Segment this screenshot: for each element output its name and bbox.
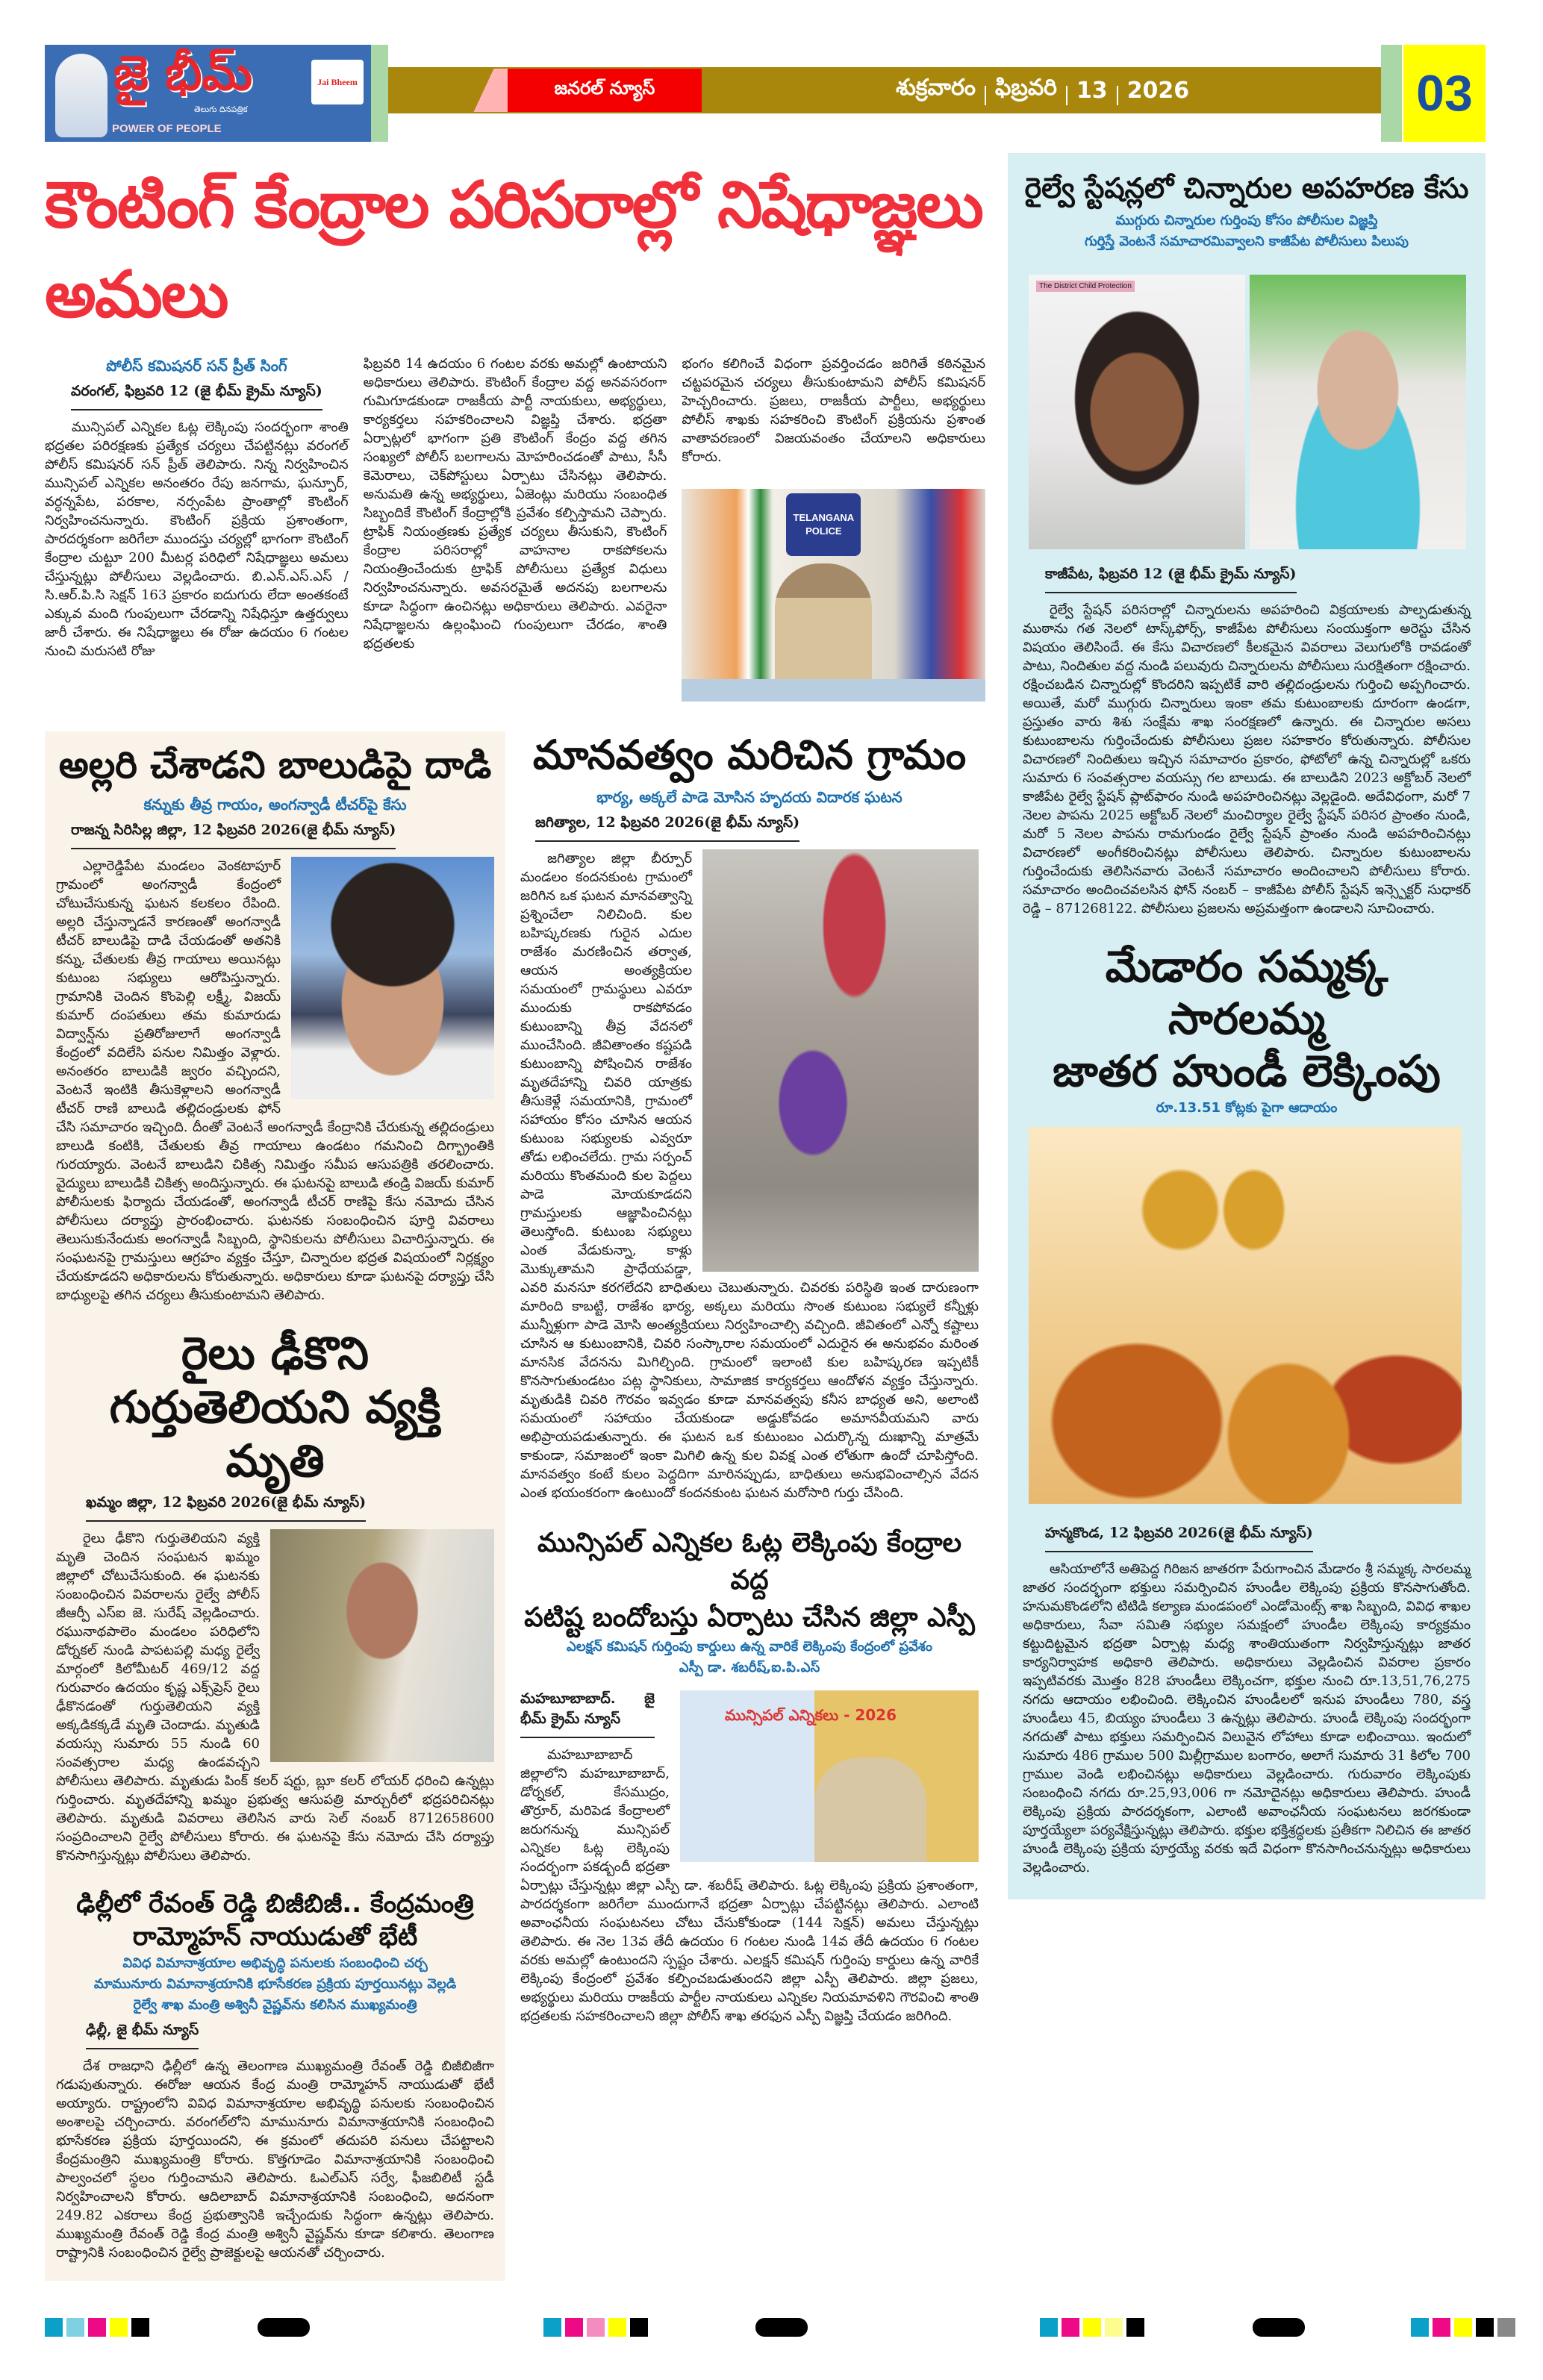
counting-sp-article xyxy=(520,1525,979,2026)
registration-swatch xyxy=(1433,2318,1450,2337)
registration-swatch xyxy=(565,2318,583,2337)
police-commissioner-photo xyxy=(682,489,985,702)
kidnap-byline: కాజీపేట, ఫిబ్రవరి 12 (జై భీమ్ క్రైమ్ న్యూస్) xyxy=(1045,566,1297,593)
village-headline: మానవత్వం మరిచిన గ్రామం xyxy=(532,731,967,778)
kidnap-article xyxy=(1023,172,1471,918)
delhi-article xyxy=(56,1887,494,2262)
registration-swatch xyxy=(66,2318,84,2337)
registration-mark xyxy=(258,2318,310,2337)
lead-text: మున్సిపల్ ఎన్నికల ఓట్ల లెక్కింపు సందర్భంగా శాంతి భద్రతల పరిరక్షణకు ప్రత్యేక చర్యలు చేపట్టినట్లు వరంగల్ పోలీస్ కమిషనర్ సన్ ప్రీత్ తెలిపారు. నిన్న నిర్వహించిన మున్సిపల్ ఎన్నికల అనంతరం రేపు జనగామ, ఘన్పూర్, వర్ధన్నపేట, పరకాల, నర్సంపేట ప్రాంతాల్లో కౌంటింగ్ నిర్వహించనున్నారు. కౌంటింగ్ ప్రక్రియ ప్రశాంతంగా, పారదర్శకంగా జరిగేలా ముందస్తు చర్యల్లో భాగంగా కౌంటింగ్ కేంద్రాల చుట్టూ 200 మీటర్ల పరిధిలో నిషేధాజ్ఞలు అమలు చేస్తున్నట్లు పోలీసులు వెల్లడించారు. బి.ఎన్.ఎస్.ఎస్ / సి.ఆర్.పి.సి సెక్షన్ 163 ప్రకారం ఐదుగురు లేదా అంతకంటే ఎక్కువ మంది గుంపులుగా చేరడాన్ని నిషేధిస్తూ ఉత్తర్వులు జారీ చేశారు. ఈ నిషేధాజ్ఞలు ఈ రోజు ఉదయం 6 గంటల నుంచి మరుసటి రోజు xyxy=(45,419,349,659)
anganwadi-text: ఎల్లారెడ్డిపేట మండలం వెంకటాపూర్ గ్రామంలో అంగన్వాడీ కేంద్రంలో చోటుచేసుకున్న ఘటన కలకలం రేపింది. అల్లరి చేస్తున్నాడనే కారణంతో అంగన్వాడీ టీచర్ బాలుడిపై దాడి చేయడంతో అతనికి కన్ను, చేతులకు తీవ్ర గాయాలు అయినట్లు కుటుంబ సభ్యులు ఆరోపిస్తున్నారు. గ్రామానికి చెందిన కొంపెల్లి లక్ష్మీ, విజయ్ కుమార్ దంపతులు తమ కుమారుడు విద్వాన్ష్‌ను ప్రతిరోజులాగే అంగన్వాడీ కేంద్రంలో వదిలేసి పనుల నిమిత్తం వెళ్లారు. అనంతరం బాలుడికి జ్వరం వచ్చిందని, వెంటనే ఇంటికి తీసుకెళ్లాలని అంగన్వాడీ టీచర్ రాణి బాలుడి తల్లిదండ్రులకు ఫోన్ చేసి సమాచారం ఇచ్చింది. దీంతో వెంటనే అంగన్వాడీ కేంద్రానికి చేరుకున్న తల్లిదండ్రులు బాలుడి కంటికి, చేతులకు తీవ్ర గాయాలు ఉండటం గమనించి దిగ్భ్రాంతికి గురయ్యారు. వెంటనే బాలుడిని చికిత్స నిమిత్తం సమీప ఆసుపత్రికి తరలించారు. వైద్యులు బాలుడికి చికిత్స అందిస్తున్నారు. ఈ ఘటనపై బాలుడి తండ్రి విజయ్ కుమార్ పోలీసులకు ఫిర్యాదు చేయడంతో, అంగన్వాడీ టీచర్ రాణిపై కేసు నమోదు చేసిన పోలీసులు దర్యాప్తు ప్రారంభించారు. ఘటనకు సంబంధించిన పూర్తి వివరాలు తెలుసుకునేందుకు అంగన్వాడీ సిబ్బంది, స్థానికులను పోలీసులు విచారిస్తున్నారు. ఈ సంఘటనపై గ్రామస్తులు ఆగ్రహం వ్యక్తం చేస్తూ, చిన్నారుల భద్రత విషయంలో నిర్లక్ష్యం చేయకూడదని అధికారులను కోరుతున్నారు. అధికారులు కూడా ఘటనపై దర్యాప్తు చేసి బాధ్యులపై తగిన చర్యలు తీసుకుంటామని తెలిపారు. xyxy=(56,858,494,1303)
village-article xyxy=(520,731,979,1502)
section-tag-flap xyxy=(459,69,508,112)
registration-swatch xyxy=(1040,2318,1058,2337)
sp-meeting-photo xyxy=(680,1690,979,1862)
color-registration-bar xyxy=(45,2318,149,2337)
color-registration-bar xyxy=(543,2318,648,2337)
kidnap-subhead: గుర్తిస్తే వెంటనే సమాచారమివ్వాలని కాజీపేట పోలీసులు పిలుపు xyxy=(1085,233,1409,249)
lead-byline: వరంగల్, ఫిబ్రవరి 12 (జై భీమ్ క్రైమ్ న్యూస్) xyxy=(71,383,322,410)
delhi-subhead: మామునూరు విమానాశ్రయానికి భూసేకరణ ప్రక్రియ పూర్తయినట్లు వెల్లడి xyxy=(93,1976,457,1992)
lead-column-1 xyxy=(45,354,349,702)
lead-column-2 xyxy=(364,354,667,702)
counting-sp-headline-1: మున్సిపల్ ఎన్నికల ఓట్ల లెక్కింపు కేంద్రాల వద్ద xyxy=(537,1527,962,1596)
registration-swatch xyxy=(45,2318,63,2337)
lead-headline: కౌంటింగ్ కేంద్రాల పరిసరాల్లో నిషేధాజ్ఞలు అమలు xyxy=(45,168,982,332)
issue-date xyxy=(896,69,1189,112)
counting-sp-byline: మహబూబాబాద్. జై భీమ్ క్రైమ్ న్యూస్ xyxy=(520,1690,655,1738)
header-accent-right xyxy=(1381,45,1402,142)
election-banner: మున్సిపల్ ఎన్నికలు - 2026 xyxy=(725,1705,897,1724)
logo-tagline: POWER OF PEOPLE xyxy=(112,122,222,135)
logo-title: జై భీమ్ xyxy=(113,46,253,101)
counting-sp-subhead: ఎలక్షన్ కమిషన్ గుర్తింపు కార్డులు ఉన్న వారికే లెక్కింపు కేంద్రంలో ప్రవేశం xyxy=(567,1638,932,1655)
lead-article xyxy=(45,354,985,702)
date-separator xyxy=(1117,86,1118,105)
registration-swatch xyxy=(1062,2318,1079,2337)
registration-footer xyxy=(45,2318,1508,2337)
missing-child-photo xyxy=(1029,275,1245,549)
train-headline-2: గుర్తుతెలియని వ్యక్తి మృతి xyxy=(109,1381,441,1487)
masthead-logo xyxy=(45,45,371,142)
sp-figure xyxy=(814,1758,926,1862)
lead-text: ఫిబ్రవరి 14 ఉదయం 6 గంటల వరకు అమల్లో ఉంటాయని అధికారులు తెలిపారు. కౌంటింగ్ కేంద్రాల వద్ద అనవసరంగా గుమిగూడకుండా రాజకీయ పార్టీ నాయకులు, అభ్యర్థులు, కార్యకర్తలు సహకరించాలని విజ్ఞప్తి చేశారు. భద్రతా ఏర్పాట్లలో భాగంగా ప్రతి కౌంటింగ్ కేంద్రం వద్ద తగిన సంఖ్యలో పోలీస్ బలగాలను మోహరించడంతో పాటు, సీసీ కెమెరాలు, చెక్‌పోస్టులు ఏర్పాటు చేసినట్లు తెలిపారు. అనుమతి ఉన్న అభ్యర్థులు, ఏజెంట్లు మరియు సంబంధిత సిబ్బందికే కౌంటింగ్ కేంద్రాల్లోకి ప్రవేశం కల్పిస్తామని చెప్పారు. ట్రాఫిక్ నియంత్రణకు ప్రత్యేక చర్యలు తీసుకుని, కౌంటింగ్ కేంద్రాల పరిసరాల్లో వాహనాల రాకపోకలను నియంత్రించేందుకు ట్రాఫిక్ పోలీసులు ప్రత్యేక విధులు నిర్వహించనున్నారు. అవసరమైతే అదనపు బలగాలను కూడా సిద్ధంగా ఉంచినట్లు అధికారులు తెలిపారు. ఎవరైనా నిషేధాజ్ఞలను ఉల్లంఘించి గుంపులుగా చేరడం, శాంతి భద్రతలకు xyxy=(363,356,667,652)
train-byline: ఖమ్మం జిల్లా, 12 ఫిబ్రవరి 2026(జై భీమ్ న్యూస్) xyxy=(86,1494,366,1522)
color-registration-bar xyxy=(1040,2318,1144,2337)
delhi-byline: ఢిల్లీ, జై భీమ్ న్యూస్ xyxy=(86,2022,199,2049)
date-year: 2026 xyxy=(1126,77,1190,104)
counting-sp-subhead: ఎస్పీ డా. శబరీష్,ఐ.పి.ఎస్ xyxy=(679,1659,820,1675)
color-registration-bar xyxy=(1411,2318,1515,2337)
kidnap-headline: రైల్వే స్టేషన్లలో చిన్నారుల అపహరణ కేసు xyxy=(1024,172,1469,204)
registration-swatch xyxy=(630,2318,648,2337)
anganwadi-subhead: కన్నుకు తీవ్ర గాయం, అంగన్వాడీ టీచర్‌పై కేసు xyxy=(143,796,407,813)
village-subhead: భార్య, అక్కలే పాడె మోసిన హృదయ విదారక ఘటన xyxy=(596,787,903,806)
anganwadi-article xyxy=(56,743,494,1305)
counting-sp-headline-2: పటిష్ట బందోబస్తు ఏర్పాటు చేసిన జిల్లా ఎస్పీ xyxy=(524,1602,975,1633)
registration-swatch xyxy=(1497,2318,1515,2337)
lower-row xyxy=(45,731,985,2281)
registration-swatch xyxy=(1411,2318,1429,2337)
delhi-headline-2: రామ్మోహన్ నాయుడుతో భేటీ xyxy=(132,1922,418,1952)
anganwadi-headline: అల్లరి చేశాడని బాలుడిపై దాడి xyxy=(58,743,492,787)
police-emblem: TELANGANA POLICE xyxy=(786,493,861,556)
registration-mark xyxy=(1253,2318,1305,2337)
section-label: జనరల్ న్యూస్ xyxy=(508,69,702,112)
registration-swatch xyxy=(587,2318,605,2337)
medaram-byline: హన్మకొండ, 12 ఫిబ్రవరి 2026(జై భీమ్ న్యూస్) xyxy=(1045,1525,1313,1552)
registration-swatch xyxy=(110,2318,128,2337)
registration-swatch xyxy=(1083,2318,1101,2337)
date-weekday: శుక్రవారం xyxy=(896,75,976,101)
header-accent-left xyxy=(371,45,388,142)
counting-sp-text: మహబూబాబాద్ జిల్లాలోని మహబూబాబాద్, డోర్నకల్, కేసముద్రం, తొర్రూర్, మరిపెడ కేంద్రాలలో జరుగనున్న మున్సిపల్ ఎన్నికల ఓట్ల లెక్కింపు సందర్భంగా పకడ్బందీ భద్రతా ఏర్పాట్లు చేస్తున్నట్లు జిల్లా ఎస్పీ డా. శబరీష్ తెలిపారు. ఓట్ల లెక్కింపు ప్రక్రియ ప్రశాంతంగా, పారదర్శకంగా జరిగేలా ముందుగానే భద్రతా ఏర్పాట్లు చేపట్టినట్లు తెలిపారు. ఎలాంటి అవాంఛనీయ సంఘటనలు చోటు చేసుకోకుండా (144 సెక్షన్) అమలు చేస్తున్నట్లు తెలిపారు. ఈ నెల 13వ తేదీ ఉదయం 6 గంటల నుండి 14వ తేదీ ఉదయం 6 గంటల వరకు అమల్లో ఉంటుందని స్పష్టం చేశారు. ఎలక్షన్ కమిషన్ గుర్తింపు కార్డులు ఉన్న వారికే లెక్కింపు కేంద్రంలో ప్రవేశం కల్పించబడుతుందని జిల్లా ఎస్పీ తెలిపారు. జిల్లా ప్రజలు, అభ్యర్థులు మరియు రాజకీయ పార్టీల నాయకులు ఎన్నికల నియమావళిని గౌరవించి శాంతి భద్రతలకు సహకరించాలని జిల్లా పోలీస్ శాఖ తరఫున ఎస్పీ విజ్ఞప్తి చేయడం జరిగింది. xyxy=(520,1746,979,2024)
left-block xyxy=(45,153,985,2281)
village-byline: జగిత్యాల, 12 ఫిబ్రవరి 2026(జై భీమ్ న్యూస్) xyxy=(535,814,799,842)
medaram-subhead: రూ.13.51 కోట్లకు పైగా ఆదాయం xyxy=(1156,1099,1338,1116)
date-separator xyxy=(1066,86,1067,105)
lead-subhead: పోలీస్ కమిషనర్ సన్ ప్రీత్ సింగ్ xyxy=(106,357,287,375)
registration-swatch xyxy=(543,2318,561,2337)
accident-victim-photo xyxy=(270,1529,494,1762)
funeral-procession-photo xyxy=(702,849,979,1272)
lead-text: భంగం కలిగించే విధంగా ప్రవర్తించడం జరిగితే కఠినమైన చట్టపరమైన చర్యలు తీసుకుంటామని పోలీస్ కమిషనర్ హెచ్చరించారు. ప్రజలు, రాజకీయ పార్టీలు, అభ్యర్థులు పోలీస్ శాఖకు సహకరించి కౌంటింగ్ ప్రక్రియను ప్రశాంత వాతావరణంలో విజయవంతం చేయాలని అధికారులు కోరారు. xyxy=(682,356,986,465)
medaram-text: ఆసియాలోనే అతిపెద్ద గిరిజన జాతరగా పేరుగాంచిన మేడారం శ్రీ సమ్మక్క సారలమ్మ జాతర సందర్భంగా భక్తులు సమర్పించిన హుండీల లెక్కింపు ప్రక్రియ కొనసాగుతోంది. హనుమకొండలోని టిటిడి కల్యాణ మండపంలో ఎండోమెంట్స్ శాఖ సిబ్బంది, వివిధ శాఖల అధికారులు, సేవా సమితి సభ్యుల సమక్షంలో హుండీల లెక్కింపు కార్యక్రమం కట్టుదిట్టమైన భద్రతా ఏర్పాట్ల మధ్య శాంతియుతంగా నిర్వహిస్తున్నట్లు జాతర కార్యనిర్వాహక అధికారి తెలిపారు. అధికారులు వెల్లడించిన వివరాల ప్రకారం ఇప్పటివరకు మొత్తం 828 హుండీలు లెక్కించగా, భక్తుల నుంచి రూ.13,51,76,275 నగదు ఆదాయం లభించింది. లెక్కించిన హుండీలలో ఇనుప హుండీలు 780, వస్త్ర హుండీలు 45, బియ్యం హుండీలు 3 ఉన్నట్లు తెలిపారు. హుండీ లెక్కింపు సందర్భంగా నగదుతో పాటు భక్తులు సమర్పించిన విలువైన లోహాలు కూడా లభించాయి. ఇందులో సుమారు 486 గ్రాముల 500 మిల్లీగ్రాముల బంగారం, అలాగే సుమారు 31 కిలోల 700 గ్రాముల వెండి లభించినట్లు అధికారులు వెల్లడించారు. గురువారం లెక్కింపుకు సంబంధించి నగదు రూ.25,93,006 గా నమోదైనట్లు అధికారులు తెలిపారు. హుండీ లెక్కింపు ప్రక్రియ పారదర్శకంగా, ఎలాంటి అవాంఛనీయ సంఘటనలు జరగకుండా పూర్తయ్యేలా పర్యవేక్షిస్తున్నట్లు తెలిపారు. భక్తుల భక్తిశ్రద్ధలకు ప్రతీకగా నిలిచిన ఈ జాతర హుండీ లెక్కింపు ప్రక్రియ పూర్తయ్యే వరకు ఇదే విధంగా కొనసాగించనున్నట్లు అధికారులు వెల్లడించారు. xyxy=(1023,1561,1471,1875)
desk xyxy=(682,679,985,702)
right-panel xyxy=(1008,153,1486,1899)
injured-boy-photo xyxy=(291,857,494,1099)
date-separator xyxy=(985,86,986,105)
registration-swatch xyxy=(1105,2318,1123,2337)
registration-swatch xyxy=(608,2318,626,2337)
registration-swatch xyxy=(1126,2318,1144,2337)
train-text: రైలు ఢీకొని గుర్తుతెలియని వ్యక్తి మృతి చెందిన సంఘటన ఖమ్మం జిల్లాలో చోటుచేసుకుంది. ఈ ఘటనకు సంబంధించిన వివరాలను రైల్వే పోలీస్ జీఆర్పీ ఎస్ఐ జె. సురేష్ వెల్లడించారు. రఘునాథపాలెం మండలం పరిధిలోని డోర్నకల్ నుండి పాపటపల్లి మధ్య రైల్వే మార్గంలో కిలోమీటర్ 469/12 వద్ద గురువారం ఉదయం కృష్ణ ఎక్స్‌ప్రెస్ రైలు ఢీకొనడంతో గుర్తుతెలియని వ్యక్తి అక్కడికక్కడే మృతి చెందాడు. మృతుడి వయస్సు సుమారు 55 నుండి 60 సంవత్సరాల మధ్య ఉండవచ్చని పోలీసులు తెలిపారు. మృతుడు పింక్ కలర్ షర్టు, బ్లూ కలర్ లోయర్ ధరించి ఉన్నట్లు గుర్తించారు. మృతదేహాన్ని ఖమ్మం ప్రభుత్వ ఆసుపత్రి మార్చురీలో భద్రపరిచినట్లు తెలిపారు. మృతుడి వివరాలు తెలిసిన వారు సెల్ నంబర్ 8712658600 సంప్రదించాలని రైల్వే పోలీసులు కోరారు. ఈ ఘటనపై కేసు నమోదు చేసి దర్యాప్తు కొనసాగిస్తున్నట్లు పోలీసులు తెలిపారు. xyxy=(56,1531,494,1864)
delhi-headline-1: ఢిల్లీలో రేవంత్ రెడ్డి బిజీబిజీ.. కేంద్రమంత్రి xyxy=(76,1889,474,1919)
middle-column xyxy=(520,731,979,2048)
lead-column-3 xyxy=(682,354,985,702)
left-panel xyxy=(45,731,505,2281)
missing-baby-photo xyxy=(1250,275,1466,549)
logo-subtitle: తెలుగు దినపత్రిక xyxy=(194,104,248,114)
registration-swatch xyxy=(88,2318,106,2337)
logo-badge: Jai Bheem xyxy=(311,60,364,104)
village-text: జగిత్యాల జిల్లా బీర్పూర్ మండలం కందనకుంట గ్రామంలో జరిగిన ఒక ఘటన మానవత్వాన్ని ప్రశ్నించేలా నిలిచింది. కుల బహిష్కరణకు గురైన ఎదుల రాజేశం మరణించిన తర్వాత, ఆయన అంత్యక్రియల సమయంలో గ్రామస్థులు ఎవరూ ముందుకు రాకపోవడం కుటుంబాన్ని తీవ్ర వేదనలో ముంచేసింది. జీవితాంతం కష్టపడి కుటుంబాన్ని పోషించిన రాజేశం మృతదేహాన్ని చివరి యాత్రకు తీసుకెళ్లే సమయానికి, గ్రామంలో సహాయం కోసం చూసిన ఆయన కుటుంబ సభ్యులకు ఎవ్వరూ తోడు లభించలేదు. గ్రామ సర్పంచ్ మరియు కొంతమంది కుల పెద్దలు పాడె మోయకూడదని గ్రామస్తులకు ఆజ్ఞాపించినట్లు తెలుస్తోంది. కుటుంబ సభ్యులు ఎంత వేడుకున్నా, కాళ్లు మొక్కుతామని ప్రాధేయపడ్డా, ఎవరి మనసూ కరగలేదని బాధితులు చెబుతున్నారు. చివరకు పరిస్థితి ఇంత దారుణంగా మారింది కాబట్టి, రాజేశం భార్య, అక్కలు మరియు సొంత కుటుంబ సభ్యులే కన్నీళ్లు మున్నీళ్లుగా పాడె మోసి అంత్యక్రియలు నిర్వహించాల్సి వచ్చింది. జీవితంలో ఎన్నో కష్టాలు చూసిన ఆ కుటుంబానికి, చివరి సంస్కారాల సమయంలో ఎదురైన ఈ అనుభవం మరింత మానసిక వేదనను మిగిల్చింది. గ్రామంలో ఇలాంటి కుల బహిష్కరణ ఇప్పటికీ కొనసాగుతుండటం పట్ల స్థానికులు, సామాజిక కార్యకర్తలు ఆందోళన వ్యక్తం చేస్తున్నారు. మృతుడికి చివరి గౌరవం ఇవ్వడం కూడా మానవత్వపు కనీస బాధ్యత అని, అలాంటి సమయంలో సహాయం చేయకుండా అడ్డుకోవడం అమానవీయమని వారు అభిప్రాయపడుతున్నారు. ఈ ఘటన ఒక కుటుంబం ఎదుర్కొన్న దుఃఖాన్ని మాత్రమే కాకుండా, సమాజంలో ఇంకా మిగిలి ఉన్న కుల వివక్ష ఎంత లోతుగా ఉందో చూపిస్తోంది. మానవత్వం కంటే కులం పెద్దదిగా మారినప్పుడు, బాధితులు అనుభవించాల్సిన వేదన ఎంత భయంకరంగా ఉంటుందో కందనకుంట ఘటన మరోసారి గుర్తు చేసింది. xyxy=(520,850,979,1501)
delhi-subhead: వివిధ విమానాశ్రయాల అభివృద్ధి పనులకు సంబంధించి చర్చ xyxy=(122,1955,428,1971)
hundi-counting-illustration xyxy=(1029,1127,1462,1504)
train-headline-1: రైలు ఢీకొని xyxy=(181,1328,370,1380)
delhi-text: దేశ రాజధాని ఢిల్లీలో ఉన్న తెలంగాణ ముఖ్యమంత్రి రేవంత్ రెడ్డి బిజీబిజీగా గడుపుతున్నారు. ఈరోజు ఆయన కేంద్ర మంత్రి రామ్మోహన్ నాయుడుతో భేటీ అయ్యారు. రాష్ట్రంలోని వివిధ విమానాశ్రయాల అభివృద్ధి పనులకు సంబంధించిన అంశాలపై చర్చించారు. వరంగల్‌లోని మామునూరు విమానాశ్రయానికి సంబంధించి భూసేకరణ ప్రక్రియ పూర్తయిందని, ఈ క్రమంలో తదుపరి పనులు చేపట్టాలని కేంద్రమంత్రిని ముఖ్యమంత్రి కోరారు. కొత్తగూడెం విమానాశ్రయానికి సంబంధించి పాల్వంచలో స్థలం గుర్తించామని తెలిపారు. ఓఎల్ఎస్ సర్వే, ఫీజబిలిటీ స్టడీ నిర్వహించాలని కోరారు. ఆదిలాబాద్ విమానాశ్రయానికి సంబంధించి, అదనంగా 249.82 ఎకరాలు కేంద్ర ప్రభుత్వానికి ఇచ్చేందుకు సిద్ధంగా ఉన్నట్లు తెలిపారు. ముఖ్యమంత్రి రేవంత్ రెడ్డి కేంద్ర మంత్రి అశ్వినీ వైష్ణవ్‌ను కూడా కలిశారు. తెలంగాణ రాష్ట్రానికి సంబంధించిన రైల్వే ప్రాజెక్టులపై ఆయనతో చర్చించారు. xyxy=(56,2058,494,2261)
kidnap-text: రైల్వే స్టేషన్ పరిసరాల్లో చిన్నారులను అపహరించి విక్రయాలకు పాల్పడుతున్న ముఠాను గత నెలలో టాస్క్‌ఫోర్స్, కాజీపేట పోలీసులు సంయుక్తంగా అరెస్టు చేసిన విషయం తెలిసిందే. ఈ కేసు విచారణలో కీలకమైన వివరాలు వెలుగులోకి రావడంతో పాటు, నిందితుల వద్ద నుండి పలువురు చిన్నారులను పోలీసులు సురక్షితంగా రక్షించారు. రక్షించబడిన చిన్నారుల్లో కొందరిని ఇప్పటికే వారి తల్లిదండ్రులను గుర్తించి అప్పగించారు. అయితే, మరో ముగ్గురు చిన్నారులు ఇంకా తమ కుటుంబాలకు దూరంగా ఉండగా, ప్రస్తుతం వారు శిశు సంక్షేమ శాఖ సంరక్షణలో ఉన్నారు. ఈ చిన్నారుల అసలు కుటుంబాలను గుర్తించేందుకు పోలీసులు ప్రజల సహకారం కోరుతున్నారు. పోలీసుల విచారణలో నిందితులు ఇచ్చిన సమాచారం ప్రకారం, ఫోటోలో ఉన్న చిన్నారుల్లో ఒకరు సుమారు 6 సంవత్సరాల వయస్సు గల బాలుడు. ఈ బాలుడిని 2023 అక్టోబర్ నెలలో కాజీపేట రైల్వే స్టేషన్ ప్లాట్‌ఫారం నుండి అపహరించినట్లు వెల్లడైంది. అదేవిధంగా, మరో 7 నెలల పాపను 2025 అక్టోబర్ నెలలో మంచిర్యాల రైల్వే స్టేషన్ పరిసర ప్రాంతం నుండి, మరో 5 నెలల పాపను రామగుండం రైల్వే స్టేషన్ ప్రాంతం నుండి అపహరించినట్లు విచారణలో అంగీకరించినట్లు పోలీసులు తెలిపారు. చిన్నారుల కుటుంబాలను గుర్తించేందుకు తెలిసినవారు వెంటనే సమాచారం అందించాలని పోలీసులు కోరారు. సమాచారం అందించవలసిన ఫోన్ నంబర్ – కాజీపేట పోలీస్ స్టేషన్ ఇన్స్పెక్టర్ సుధాకర్ రెడ్డి – 871268122. పోలీసులు ప్రజలను అప్రమత్తంగా ఉండాలని సూచించారు. xyxy=(1023,602,1471,916)
date-month: ఫిబ్రవరి xyxy=(994,75,1057,101)
medaram-article xyxy=(1023,940,1471,1877)
medaram-headline-1: మేడారం సమ్మక్క సారలమ్మ xyxy=(1105,940,1388,1044)
train-article xyxy=(56,1327,494,1865)
medaram-headline-2: జాతర హుండీ లెక్కింపు xyxy=(1053,1045,1441,1096)
registration-swatch xyxy=(131,2318,149,2337)
kidnap-subhead: ముగ్గురు చిన్నారుల గుర్తింపు కోసం పోలీసుల విజ్ఞప్తి xyxy=(1115,212,1378,228)
registration-swatch xyxy=(1454,2318,1472,2337)
page-number: 03 xyxy=(1403,45,1486,142)
poster-text: The District Child Protection xyxy=(1036,281,1135,292)
registration-mark xyxy=(755,2318,808,2337)
delhi-subhead: రైల్వే శాఖ మంత్రి అశ్వినీ వైష్ణవ్‌ను కలిసిన ముఖ్యమంత్రి xyxy=(133,1997,417,2013)
ambedkar-portrait xyxy=(55,54,107,137)
anganwadi-byline: రాజన్న సిరిసిల్ల జిల్లా, 12 ఫిబ్రవరి 2026(జై భీమ్ న్యూస్) xyxy=(71,822,396,849)
registration-swatch xyxy=(1476,2318,1494,2337)
date-day: 13 xyxy=(1076,77,1108,104)
